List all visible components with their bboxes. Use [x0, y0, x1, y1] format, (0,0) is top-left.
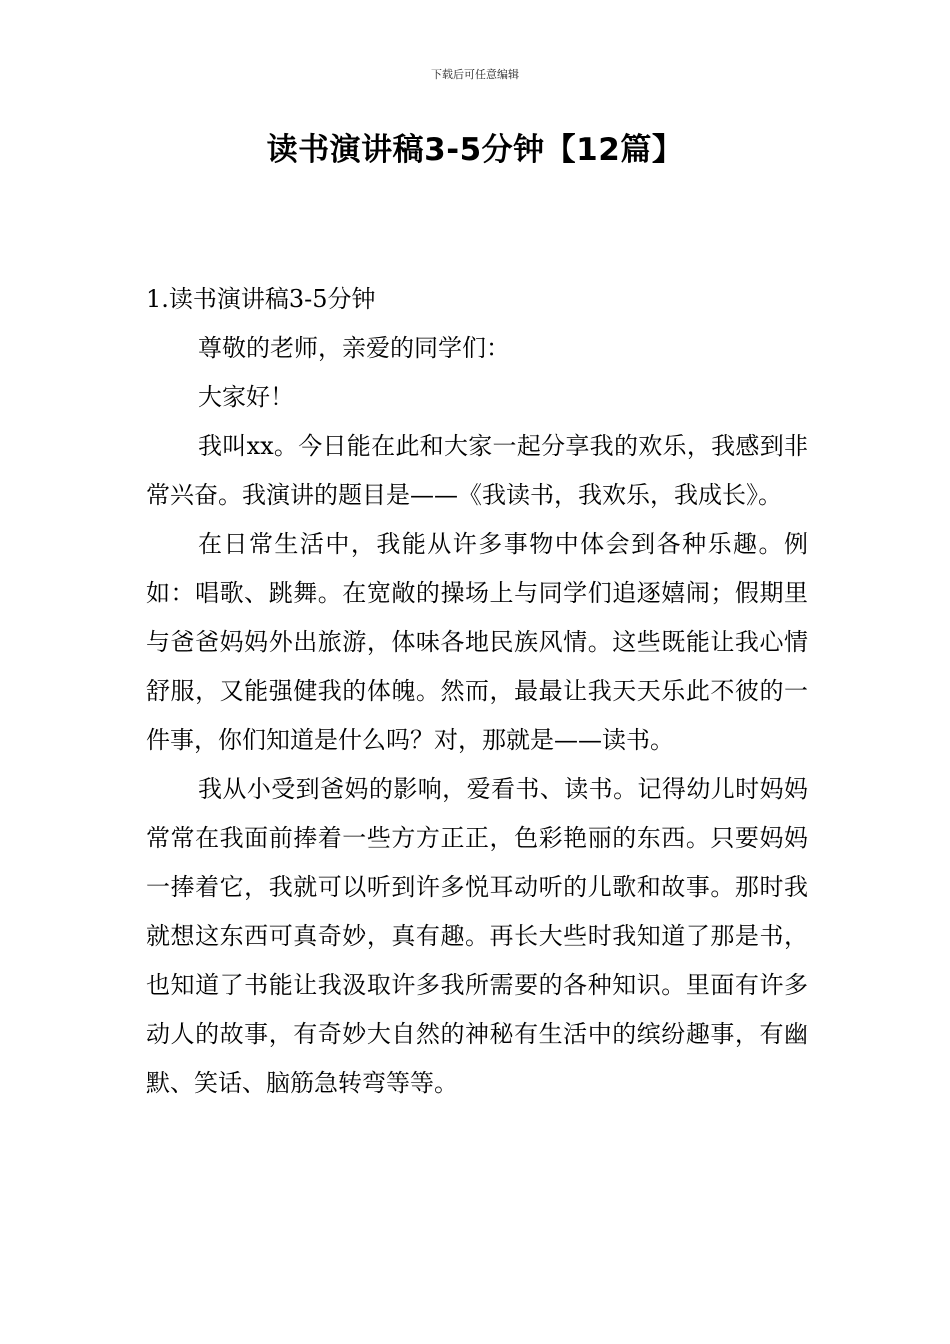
greeting-paragraph: 大家好！: [198, 383, 294, 411]
header-note: 下载后可任意编辑: [431, 68, 519, 81]
document-body: [146, 275, 808, 1108]
body-paragraph: 我叫xx。今日能在此和大家一起分享我的欢乐，我感到非常兴奋。我演讲的题目是——《我读书，我欢乐，我成长》。: [146, 432, 808, 509]
salutation-paragraph: 尊敬的老师，亲爱的同学们：: [198, 334, 510, 362]
document-title: 读书演讲稿3-5分钟【12篇】: [266, 132, 684, 168]
body-paragraph: 我从小受到爸妈的影响，爱看书、读书。记得幼儿时妈妈常常在我面前捧着一些方方正正，色彩艳丽的东西。只要妈妈一捧着它，我就可以听到许多悦耳动听的儿歌和故事。那时我就想这东西可真奇妙，真有趣。再长大些时我知道了那是书，也知道了书能让我汲取许多我所需要的各种知识。里面有许多动人的故事，有奇妙大自然的神秘有生活中的缤纷趣事，有幽默、笑话、脑筋急转弯等等。: [146, 775, 808, 1097]
body-paragraph: 在日常生活中，我能从许多事物中体会到各种乐趣。例如：唱歌、跳舞。在宽敞的操场上与同学们追逐嬉闹；假期里与爸爸妈妈外出旅游，体味各地民族风情。这些既能让我心情舒服，又能强健我的体魄。然而，最最让我天天乐此不彼的一件事，你们知道是什么吗？对，那就是——读书。: [146, 530, 808, 754]
section-heading: 1.读书演讲稿3-5分钟: [146, 285, 376, 313]
